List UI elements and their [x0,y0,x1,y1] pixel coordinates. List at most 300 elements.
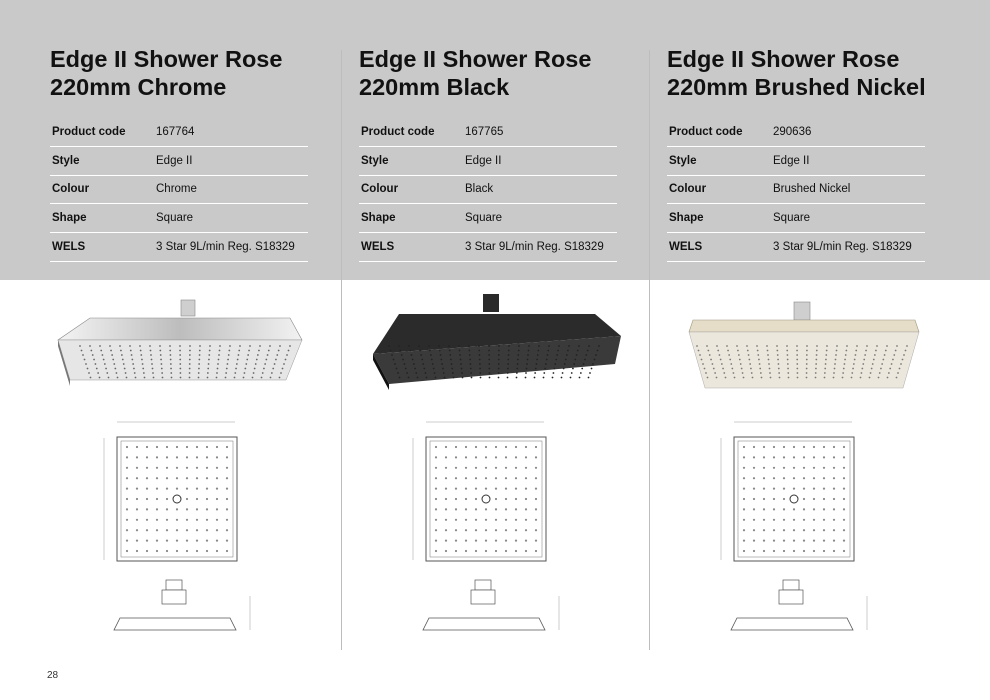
nozzle-dot [444,377,446,379]
nozzle-dot [696,345,698,347]
nozzle-dot [598,345,600,347]
nozzle-dot [778,363,780,365]
nozzle-dot [140,350,142,352]
nozzle-dot [479,363,481,365]
nozzle-dot [815,363,817,365]
nozzle-dot [160,354,162,356]
nozzle-dot [257,354,259,356]
nozzle-dot [435,498,437,500]
nozzle-dot [495,456,497,458]
nozzle-dot [865,350,867,352]
nozzle-dot [186,498,188,500]
nozzle-dot [485,519,487,521]
nozzle-dot [707,377,709,379]
nozzle-dot [166,456,168,458]
nozzle-dot [712,363,714,365]
nozzle-dot [267,354,269,356]
nozzle-dot [126,529,128,531]
nozzle-dot [156,540,158,542]
nozzle-dot [699,354,701,356]
nozzle-dot [209,350,211,352]
nozzle-dot [887,377,889,379]
nozzle-dot [863,359,865,361]
nozzle-dot [136,508,138,510]
nozzle-dot [797,377,799,379]
nozzle-dot [753,519,755,521]
nozzle-dot [441,363,443,365]
nozzle-dot [736,345,738,347]
nozzle-dot [245,363,247,365]
nozzle-dot [498,363,500,365]
spec-label: Shape [52,212,87,225]
nozzle-dot [776,345,778,347]
nozzle-dot [189,368,191,370]
nozzle-dot [742,372,744,374]
nozzle-dot [835,354,837,356]
nozzle-dot [455,446,457,448]
nozzle-dot [252,377,254,379]
nozzle-dot [186,488,188,490]
nozzle-dot [445,446,447,448]
nozzle-dot [704,368,706,370]
nozzle-dot [239,345,241,347]
nozzle-dot [465,456,467,458]
nozzle-dot [545,363,547,365]
nozzle-dot [783,529,785,531]
nozzle-dot [226,529,228,531]
nozzle-dot [535,529,537,531]
nozzle-dot [534,372,536,374]
nozzle-dot [397,372,399,374]
nozzle-dot [783,456,785,458]
nozzle-dot [280,372,282,374]
nozzle-dot [470,368,472,370]
nozzle-dot [186,467,188,469]
nozzle-dot [228,350,230,352]
nozzle-dot [702,363,704,365]
nozzle-dot [102,354,104,356]
nozzle-dot [806,377,808,379]
nozzle-dot [186,446,188,448]
nozzle-dot [270,377,272,379]
spec-value: 167764 [156,125,195,138]
nozzle-dot [450,359,452,361]
nozzle-dot [526,363,528,365]
nozzle-dot [743,529,745,531]
spec-value: Black [465,183,494,196]
nozzle-dot [816,345,818,347]
spec-label: Product code [52,125,126,138]
nozzle-dot [787,359,789,361]
nozzle-dot [248,350,250,352]
nozzle-dot [445,519,447,521]
technical-drawing-side [409,578,579,640]
nozzle-dot [136,446,138,448]
nozzle-dot [199,345,201,347]
nozzle-dot [753,550,755,552]
spec-value: Square [465,212,503,225]
nozzle-dot [572,368,574,370]
nozzle-dot [207,377,209,379]
nozzle-dot [843,477,845,479]
nozzle-dot [271,372,273,374]
nozzle-dot [753,477,755,479]
nozzle-dot [793,446,795,448]
nozzle-dot [727,350,729,352]
nozzle-dot [833,498,835,500]
nozzle-dot [475,488,477,490]
nozzle-dot [131,354,133,356]
nozzle-dot [485,508,487,510]
nozzle-dot [806,345,808,347]
nozzle-dot [749,363,751,365]
nozzle-dot [806,372,808,374]
nozzle-dot [720,359,722,361]
nozzle-dot [206,456,208,458]
nozzle-dot [505,519,507,521]
nozzle-dot [442,368,444,370]
nozzle-dot [235,368,237,370]
nozzle-dot [843,519,845,521]
nozzle-dot [150,350,152,352]
nozzle-dot [156,519,158,521]
nozzle-dot [588,377,590,379]
nozzle-dot [166,508,168,510]
spec-label: Shape [669,212,704,225]
nozzle-dot [170,363,172,365]
nozzle-dot [763,519,765,521]
nozzle-dot [743,488,745,490]
nozzle-dot [169,345,171,347]
nozzle-dot [516,372,518,374]
nozzle-dot [398,345,400,347]
nozzle-dot [823,456,825,458]
nozzle-dot [806,368,808,370]
nozzle-dot [773,498,775,500]
nozzle-dot [518,350,520,352]
nozzle-dot [498,377,500,379]
nozzle-dot [180,377,182,379]
nozzle-dot [126,477,128,479]
nozzle-dot [428,345,430,347]
nozzle-dot [515,508,517,510]
nozzle-dot [256,359,258,361]
nozzle-dot [721,363,723,365]
nozzle-dot [543,372,545,374]
nozzle-dot [130,350,132,352]
nozzle-dot [189,372,191,374]
nozzle-dot [126,498,128,500]
nozzle-dot [861,368,863,370]
nozzle-dot [455,456,457,458]
nozzle-dot [498,354,500,356]
nozzle-dot [806,354,808,356]
nozzle-dot [763,529,765,531]
nozzle-dot [196,467,198,469]
nozzle-dot [126,467,128,469]
nozzle-dot [508,345,510,347]
nozzle-dot [196,550,198,552]
nozzle-dot [843,456,845,458]
nozzle-dot [548,345,550,347]
nozzle-dot [176,529,178,531]
nozzle-dot [126,446,128,448]
nozzle-dot [498,372,500,374]
nozzle-dot [815,359,817,361]
nozzle-dot [776,350,778,352]
nozzle-dot [435,488,437,490]
nozzle-dot [216,377,218,379]
nozzle-dot [783,540,785,542]
product-title-line2: 220mm Black [359,74,510,100]
nozzle-dot [517,359,519,361]
nozzle-dot [743,456,745,458]
nozzle-dot [535,477,537,479]
nozzle-dot [179,350,181,352]
nozzle-dot [753,529,755,531]
nozzle-dot [763,456,765,458]
nozzle-dot [515,456,517,458]
spec-label: Colour [52,183,90,196]
spec-row-colour [359,176,617,205]
nozzle-dot [779,377,781,379]
nozzle-dot [595,354,597,356]
nozzle-dot [505,540,507,542]
nozzle-dot [84,359,86,361]
nozzle-dot [261,377,263,379]
nozzle-dot [843,467,845,469]
nozzle-dot [855,350,857,352]
spec-value: Square [773,212,811,225]
nozzle-dot [783,550,785,552]
nozzle-dot [132,363,134,365]
nozzle-dot [534,377,536,379]
spec-row-style [50,147,308,176]
nozzle-dot [216,456,218,458]
nozzle-dot [566,354,568,356]
nozzle-dot [218,359,220,361]
nozzle-dot [823,529,825,531]
nozzle-dot [833,456,835,458]
nozzle-dot [409,350,411,352]
nozzle-dot [495,540,497,542]
nozzle-dot [87,368,89,370]
nozzle-dot [126,508,128,510]
nozzle-dot [156,498,158,500]
spec-row-shape [50,204,308,233]
nozzle-dot [773,508,775,510]
nozzle-dot [813,446,815,448]
spec-value: Square [156,212,194,225]
nozzle-dot [399,377,401,379]
nozzle-dot [208,354,210,356]
nozzle-dot [525,377,527,379]
nozzle-dot [773,456,775,458]
nozzle-dot [767,350,769,352]
nozzle-dot [705,372,707,374]
nozzle-dot [766,345,768,347]
nozzle-dot [136,456,138,458]
product-column-chrome [50,0,350,700]
nozzle-dot [445,477,447,479]
nozzle-dot [833,377,835,379]
nozzle-dot [90,377,92,379]
nozzle-dot [422,363,424,365]
nozzle-dot [743,446,745,448]
nozzle-dot [876,345,878,347]
nozzle-dot [156,446,158,448]
nozzle-dot [445,540,447,542]
nozzle-dot [208,359,210,361]
nozzle-dot [207,372,209,374]
nozzle-dot [824,368,826,370]
nozzle-dot [276,354,278,356]
nozzle-dot [834,363,836,365]
nozzle-dot [265,359,267,361]
product-title-line1: Edge II Shower Rose [50,46,283,72]
nozzle-dot [525,508,527,510]
nozzle-dot [743,550,745,552]
nozzle-dot [816,354,818,356]
nozzle-dot [465,550,467,552]
nozzle-dot [186,529,188,531]
nozzle-dot [465,540,467,542]
nozzle-dot [171,377,173,379]
nozzle-dot [412,359,414,361]
nozzle-dot [882,359,884,361]
nozzle-dot [558,345,560,347]
nozzle-dot [413,363,415,365]
nozzle-dot [743,477,745,479]
nozzle-dot [207,368,209,370]
nozzle-dot [881,363,883,365]
nozzle-dot [734,377,736,379]
nozzle-dot [216,477,218,479]
nozzle-dot [803,456,805,458]
nozzle-dot [589,372,591,374]
spec-label: WELS [361,241,395,254]
nozzle-dot [478,350,480,352]
nozzle-dot [806,350,808,352]
nozzle-dot [753,508,755,510]
nozzle-dot [733,372,735,374]
nozzle-dot [129,345,131,347]
nozzle-dot [189,359,191,361]
nozzle-dot [199,354,201,356]
nozzle-dot [900,363,902,365]
nozzle-dot [793,456,795,458]
nozzle-dot [421,359,423,361]
nozzle-dot [873,359,875,361]
nozzle-dot [465,467,467,469]
nozzle-dot [219,350,221,352]
nozzle-dot [136,488,138,490]
nozzle-dot [283,363,285,365]
spec-value: Edge II [773,154,810,167]
nozzle-dot [783,508,785,510]
nozzle-dot [263,368,265,370]
nozzle-dot [189,354,191,356]
nozzle-dot [813,477,815,479]
nozzle-dot [584,359,586,361]
nozzle-dot [166,529,168,531]
nozzle-dot [198,363,200,365]
nozzle-dot [869,377,871,379]
nozzle-dot [186,550,188,552]
nozzle-dot [806,359,808,361]
nozzle-dot [226,368,228,370]
nozzle-dot [440,354,442,356]
page-number: 28 [47,670,59,681]
nozzle-dot [796,350,798,352]
nozzle-dot [475,529,477,531]
nozzle-dot [813,519,815,521]
nozzle-dot [761,377,763,379]
nozzle-dot [435,508,437,510]
nozzle-dot [570,377,572,379]
nozzle-dot [439,350,441,352]
nozzle-dot [836,350,838,352]
nozzle-dot [588,345,590,347]
nozzle-dot [757,350,759,352]
nozzle-dot [880,368,882,370]
nozzle-dot [768,359,770,361]
nozzle-dot [199,350,201,352]
nozzle-dot [535,488,537,490]
nozzle-dot [505,498,507,500]
nozzle-dot [803,446,805,448]
product-title [50,45,350,101]
nozzle-dot [845,354,847,356]
nozzle-dot [851,377,853,379]
nozzle-dot [133,368,135,370]
spec-row-colour [667,176,925,205]
nozzle-dot [725,377,727,379]
nozzle-dot [480,377,482,379]
nozzle-dot [149,345,151,347]
nozzle-dot [404,363,406,365]
nozzle-dot [525,456,527,458]
nozzle-dot [206,529,208,531]
nozzle-dot [743,540,745,542]
nozzle-dot [238,354,240,356]
nozzle-dot [228,354,230,356]
nozzle-dot [186,540,188,542]
nozzle-dot [234,377,236,379]
nozzle-dot [579,377,581,379]
spec-row-shape [667,204,925,233]
nozzle-dot [189,345,191,347]
spec-row-wels [50,233,308,262]
nozzle-dot [870,372,872,374]
nozzle-dot [793,519,795,521]
nozzle-dot [759,363,761,365]
nozzle-dot [716,377,718,379]
nozzle-dot [152,368,154,370]
nozzle-dot [874,354,876,356]
nozzle-dot [535,498,537,500]
nozzle-dot [757,354,759,356]
nozzle-dot [453,377,455,379]
nozzle-dot [783,477,785,479]
nozzle-dot [217,368,219,370]
nozzle-dot [455,540,457,542]
spec-row-product-code [50,118,308,147]
nozzle-dot [824,372,826,374]
nozzle-dot [793,508,795,510]
nozzle-dot [146,488,148,490]
nozzle-dot [150,354,152,356]
